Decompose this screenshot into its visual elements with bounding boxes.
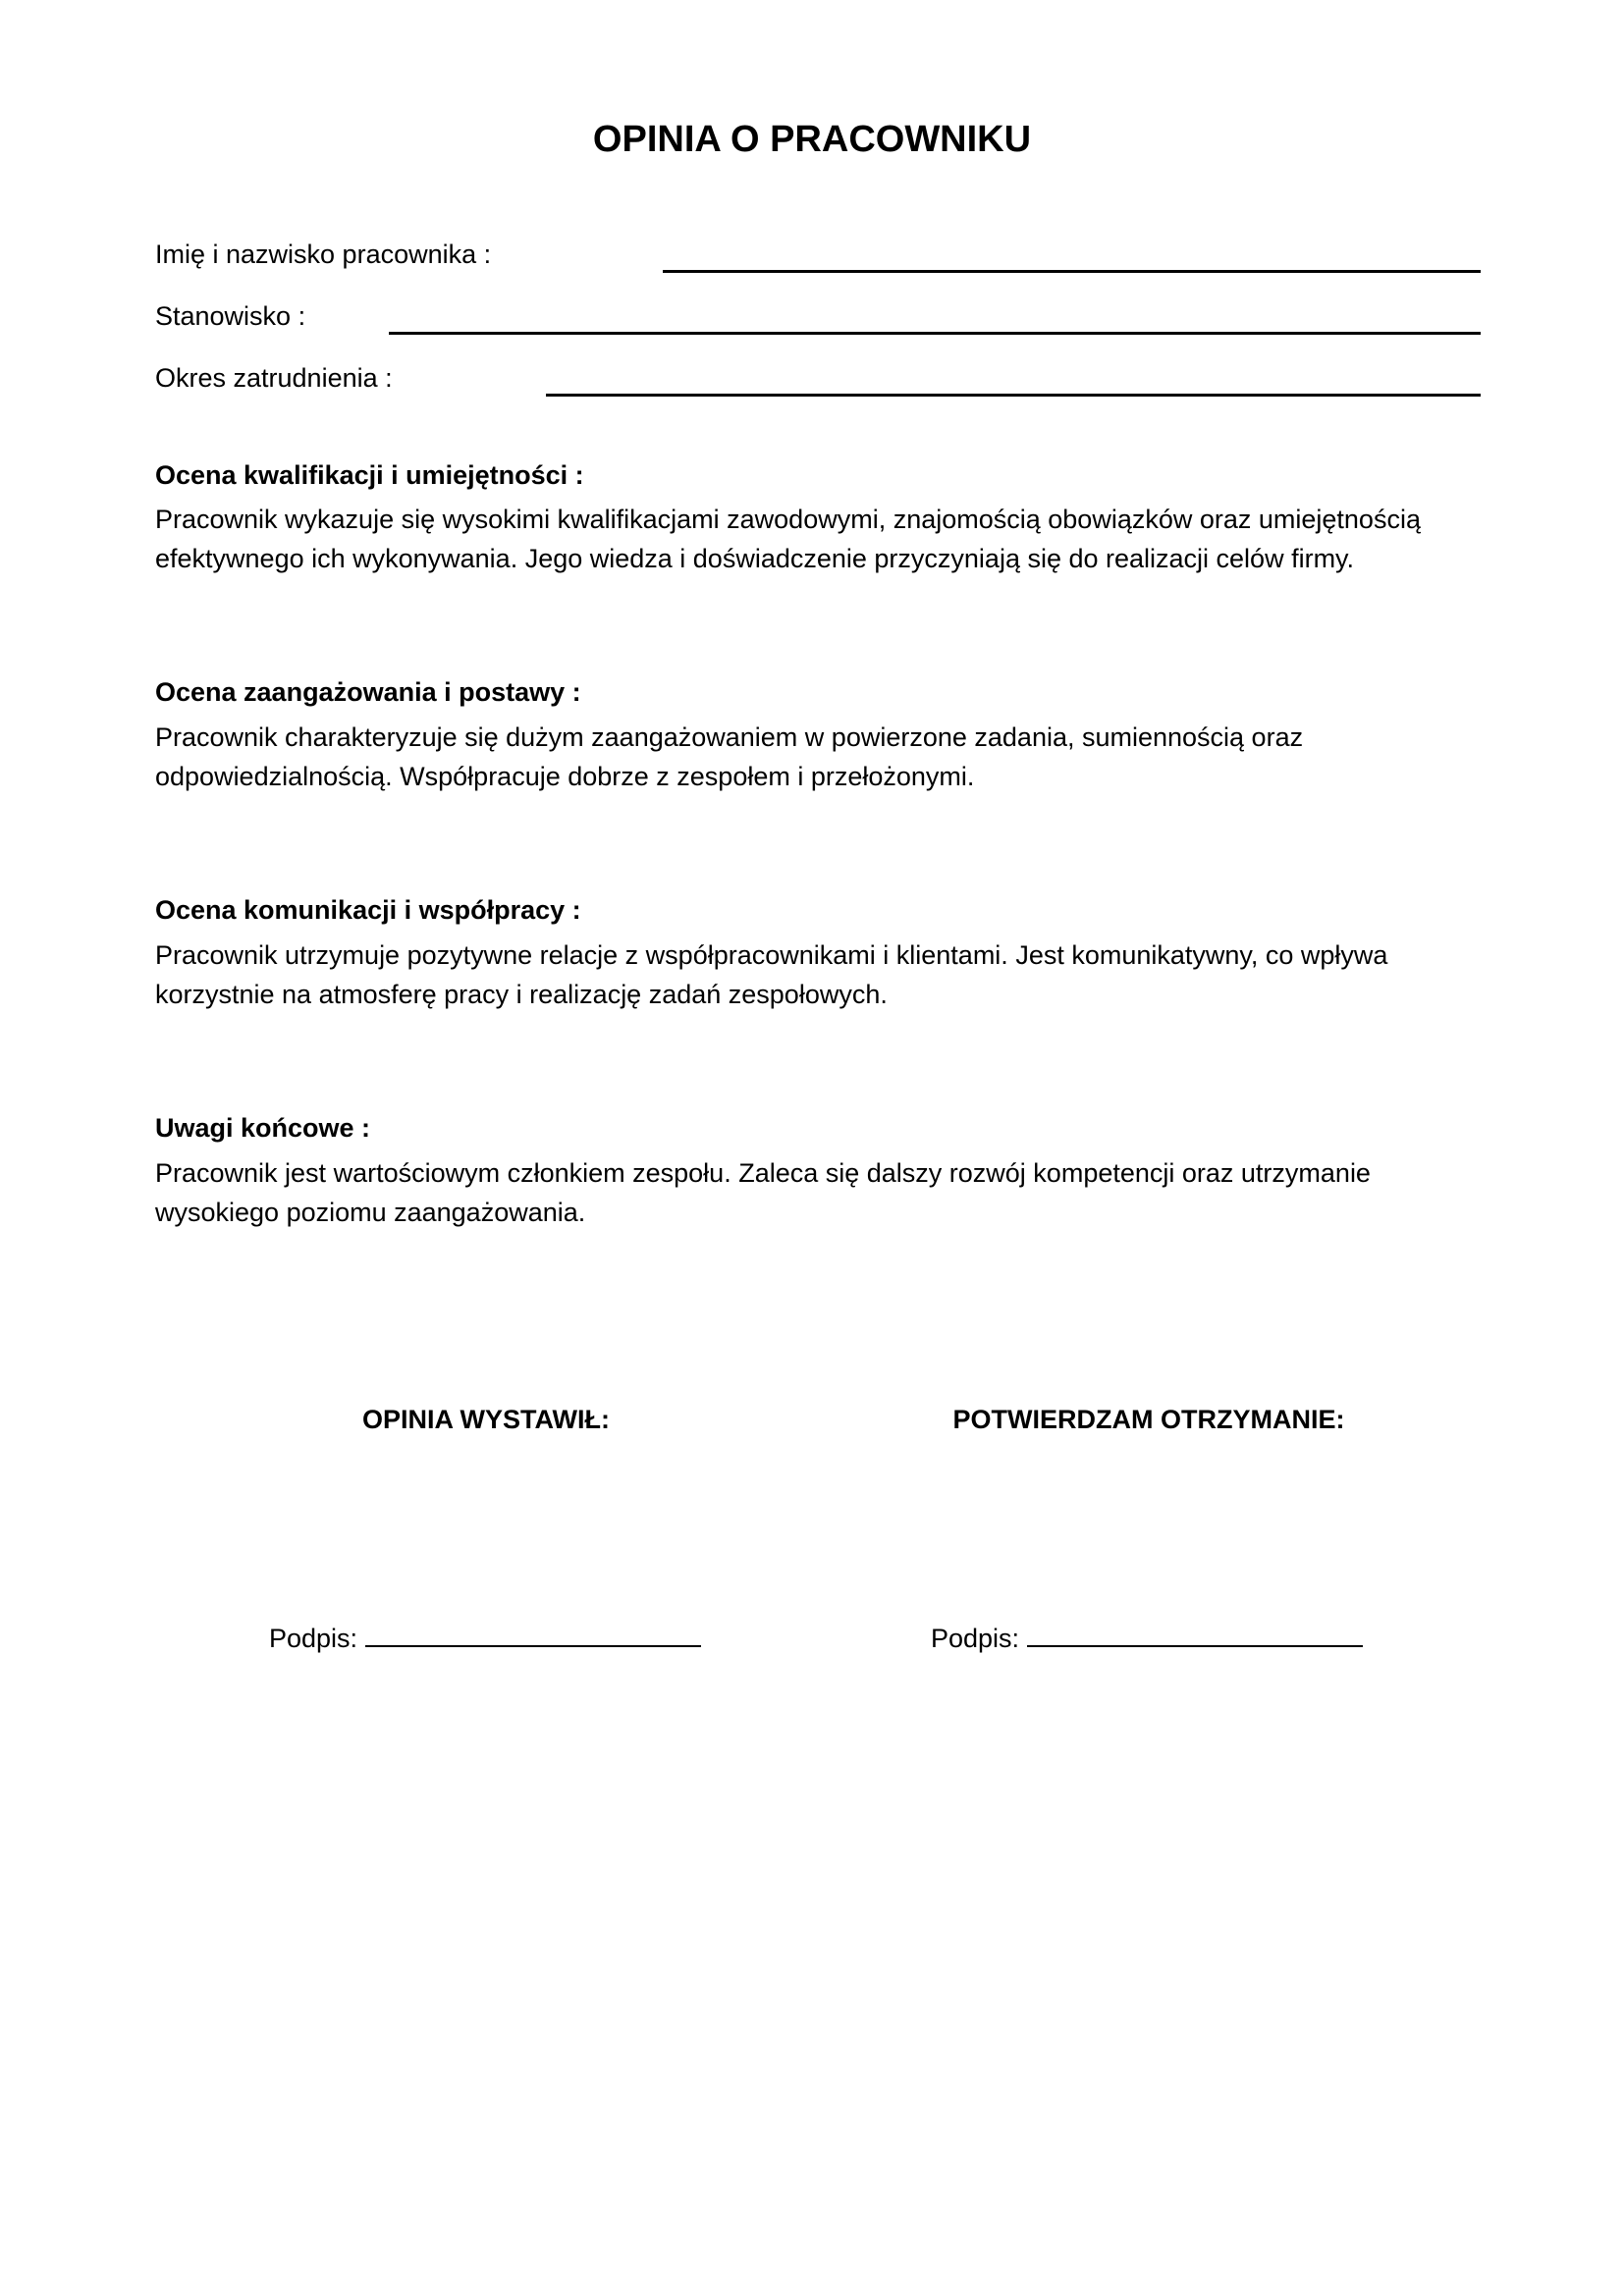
qualifications-text: Pracownik wykazuje się wysokimi kwalifikacjami zawodowymi, znajomością obowiązków oraz umiejętnością efektywnego ich wykonywania. Jego wiedza i doświadczenie przyczyniają się do realizacji celów firmy.: [155, 505, 1421, 573]
engagement-heading: Ocena zaangażowania i postawy :: [155, 677, 581, 707]
receiver-heading: POTWIERDZAM OTRZYMANIE:: [952, 1405, 1345, 1434]
receiver-signature-line: [1027, 1622, 1363, 1647]
position-label: Stanowisko :: [155, 301, 306, 331]
issuer-signature-label: Podpis:: [269, 1624, 358, 1653]
final-remarks-text: Pracownik jest wartościowym członkiem zespołu. Zaleca się dalszy rozwój kompetencji oraz utrzymanie wysokiego poziomu zaangażowania.: [155, 1158, 1371, 1227]
employment-period-label: Okres zatrudnienia :: [155, 363, 393, 393]
issuer-signature: [269, 1622, 701, 1655]
receiver-signature: [931, 1622, 1363, 1655]
engagement-text: Pracownik charakteryzuje się dużym zaangażowaniem w powierzone zadania, sumiennością oraz odpowiedzialnością. Współpracuje dobrze z zespołem i przełożonymi.: [155, 722, 1304, 791]
employment-period-line: [546, 394, 1481, 397]
issuer-signature-line: [365, 1622, 701, 1647]
document-title: OPINIA O PRACOWNIKU: [592, 119, 1032, 160]
employee-name-line: [663, 270, 1481, 273]
position-line: [389, 332, 1481, 335]
employee-name-label: Imię i nazwisko pracownika :: [155, 240, 492, 269]
final-remarks-heading: Uwagi końcowe :: [155, 1113, 371, 1143]
issuer-heading: OPINIA WYSTAWIŁ:: [362, 1405, 610, 1434]
communication-text: Pracownik utrzymuje pozytywne relacje z współpracownikami i klientami. Jest komunikatywny, co wpływa korzystnie na atmosferę pracy i realizację zadań zespołowych.: [155, 940, 1388, 1009]
receiver-signature-label: Podpis:: [931, 1624, 1020, 1653]
communication-heading: Ocena komunikacji i współpracy :: [155, 895, 581, 925]
qualifications-heading: Ocena kwalifikacji i umiejętności :: [155, 460, 584, 490]
